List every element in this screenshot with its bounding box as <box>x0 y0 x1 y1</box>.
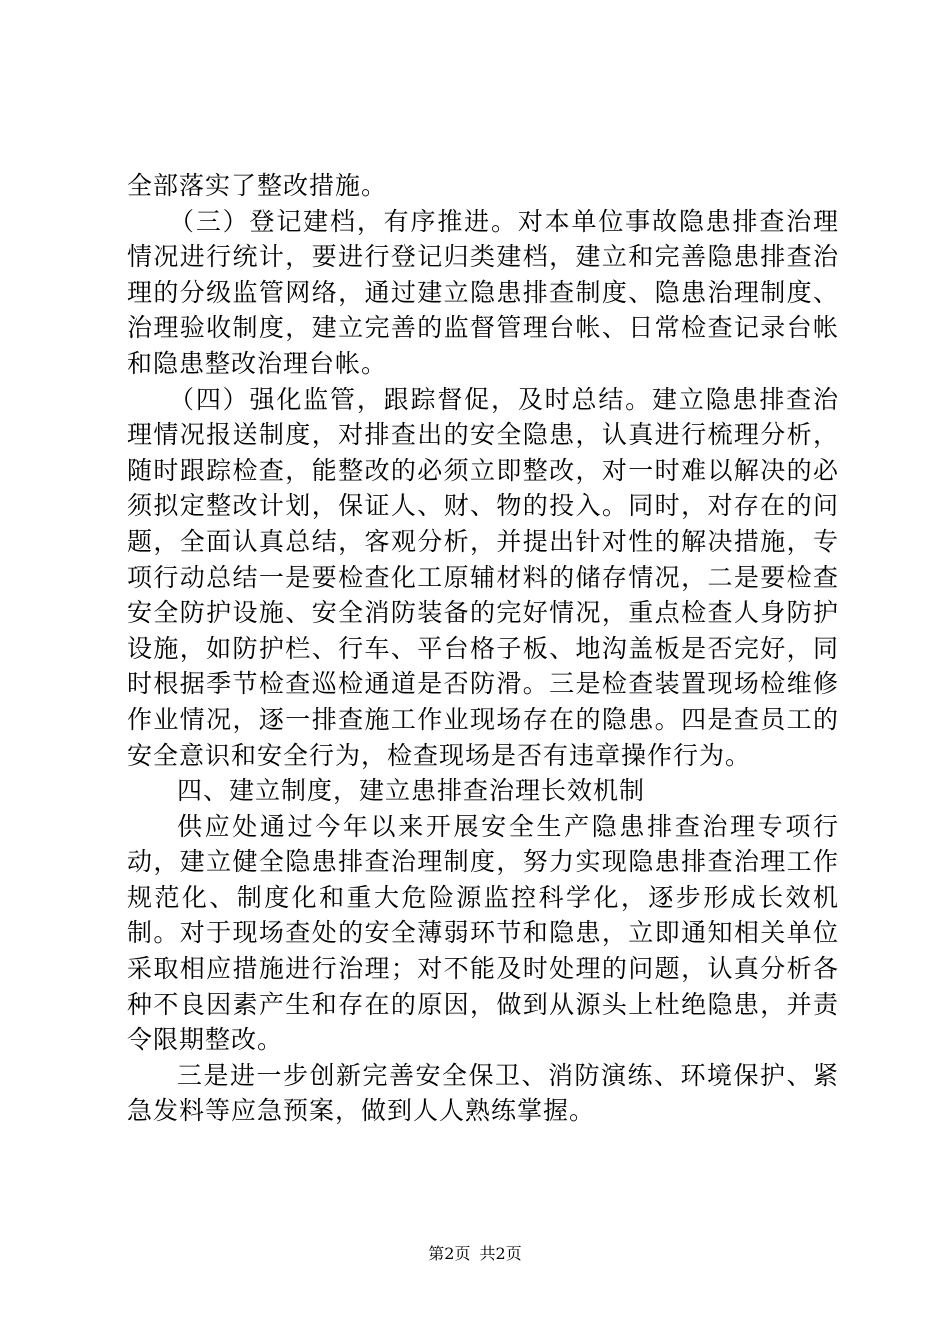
section-heading: 四、建立制度，建立患排查治理长效机制 <box>177 776 646 806</box>
page-total: 共2页 <box>479 1244 522 1263</box>
page-footer <box>0 1244 950 1264</box>
paragraph-section-four: （四）强化监管，跟踪督促，及时总结。建立隐患排查治理情况报送制度，对排查出的安全隐患，认真进行梳理分析，随时跟踪检查，能整改的必须立即整改，对一时难以解决的必须拟定整改计划，保证人、财、物的投入。同时，对存在的问题，全面认真总结，客观分析，并提出针对性的解决措施，专项行动总结一是要检查化工原辅材料的储存情况，二是要检查安全防护设施、安全消防装备的完好情况，重点检查人身防护设施，如防护栏、行车、平台格子板、地沟盖板是否完好，同时根据季节检查巡检通道是否防滑。三是检查装置现场检维修作业情况，逐一排查施工作业现场存在的隐患。四是查员工的安全意识和安全行为，检查现场是否有违章操作行为。 <box>127 384 839 770</box>
paragraph-section-three: （三）登记建档，有序推进。对本单位事故隐患排查治理情况进行统计，要进行登记归类建档，建立和完善隐患排查治理的分级监管网络，通过建立隐患排查制度、隐患治理制度、治理验收制度，建立完善的监督管理台帐、日常检查记录台帐和隐患整改治理台帐。 <box>127 206 839 378</box>
page-number: 第2页 <box>428 1244 471 1263</box>
paragraph-mechanism: 供应处通过今年以来开展安全生产隐患排查治理专项行动，建立健全隐患排查治理制度，努力实现隐患排查治理工作规范化、制度化和重大危险源监控科学化，逐步形成长效机制。对于现场查处的安全薄弱环节和隐患，立即通知相关单位采取相应措施进行治理；对不能及时处理的问题，认真分析各种不良因素产生和存在的原因，做到从源头上杜绝隐患，并责令限期整改。 <box>127 811 839 1055</box>
paragraph-continuation: 全部落实了整改措施。 <box>127 171 388 200</box>
document-body <box>127 168 839 1129</box>
paragraph-emergency-plan: 三是进一步创新完善安全保卫、消防演练、环境保护、紧急发料等应急预案，做到人人熟练掌握。 <box>127 1060 839 1126</box>
